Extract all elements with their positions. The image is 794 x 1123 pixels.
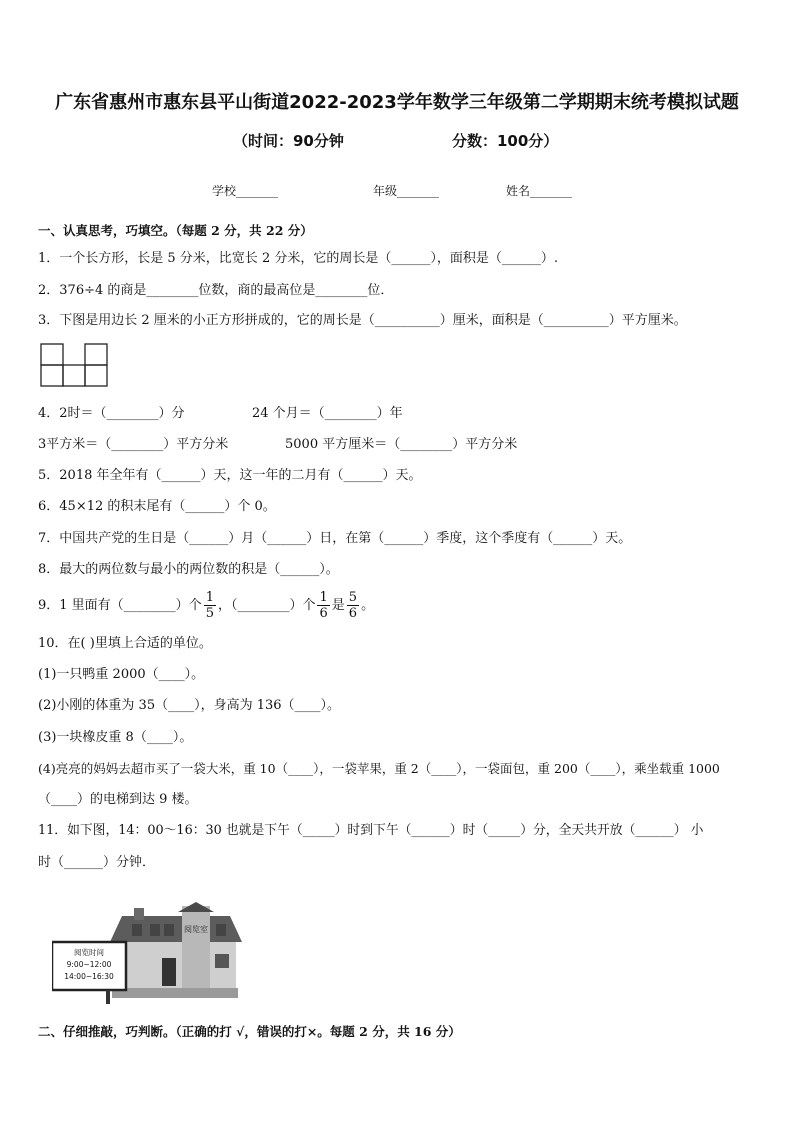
name-field[interactable]: 姓名_______	[506, 184, 573, 198]
question-11: 11．如下图，14：00～16：30 也就是下午（_____）时到下午（______）时（_____）分，全天共开放（______） 小	[38, 823, 704, 838]
school-field[interactable]: 学校_______	[212, 184, 279, 198]
fraction-one-fifth: $\frac{1}{5}$	[205, 590, 214, 621]
question-8: 8．最大的两位数与最小的两位数的积是（______）。	[38, 562, 339, 577]
question-9	[38, 590, 374, 621]
question-11-cont: 时（______）分钟．	[38, 855, 156, 870]
question-10-2: (2)小刚的体重为 35（____），身高为 136（____）。	[38, 698, 341, 713]
library-illustration	[52, 902, 242, 1006]
question-4c: 3平方米＝（________）平方分米	[38, 437, 229, 452]
sign-title: 阅览时间	[74, 948, 104, 957]
q9-text-2: ，（________）个	[217, 598, 316, 613]
exam-meta	[0, 130, 794, 152]
reading-room-label: 阅览室	[184, 925, 208, 934]
question-10: 10．在( )里填上合适的单位。	[38, 636, 212, 651]
question-7: 7．中国共产党的生日是（______）月（______）日，在第（______）季度，这个季度有（______）天。	[38, 531, 632, 546]
q9-text-1: 9．1 里面有（________）个	[38, 598, 202, 613]
sign-time-afternoon: 14:00~16:30	[64, 972, 114, 981]
exam-time: （时间：90分钟	[233, 132, 344, 150]
fraction-one-sixth: $\frac{1}{6}$	[319, 590, 328, 621]
section-1-heading: 一、认真思考，巧填空。（每题 2 分，共 22 分）	[38, 223, 313, 238]
q9-text-4: 。	[361, 598, 375, 613]
section-2-heading: 二、仔细推敲，巧判断。（正确的打 √，错误的打×。每题 2 分，共 16 分）	[38, 1024, 461, 1039]
question-6: 6．45×12 的积末尾有（______）个 0。	[38, 499, 276, 514]
question-5: 5．2018 年全年有（______）天，这一年的二月有（______）天。	[38, 468, 422, 483]
sign-time-morning: 9:00~12:00	[66, 960, 112, 969]
fraction-five-sixths: $\frac{5}{6}$	[348, 590, 358, 621]
grade-field[interactable]: 年级_______	[373, 184, 440, 198]
question-4d: 5000 平方厘米＝（________）平方分米	[285, 437, 518, 452]
question-10-4: (4)亮亮的妈妈去超市买了一袋大米，重 10（____），一袋苹果，重 2（____），一袋面包，重 200（____），乘坐载重 1000	[38, 761, 720, 776]
question-10-4-cont: （____）的电梯到达 9 楼。	[38, 792, 198, 807]
question-3: 3．下图是用边长 2 厘米的小正方形拼成的，它的周长是（__________）厘米，面积是（__________）平方厘米。	[38, 313, 687, 328]
question-10-1: (1)一只鸭重 2000（____）。	[38, 667, 205, 682]
question-4b: 24 个月＝（________）年	[252, 406, 403, 421]
question-4a: 4．2时＝（________）分	[38, 406, 185, 421]
question-2: 2．376÷4 的商是________位数，商的最高位是________位．	[38, 283, 394, 298]
question-1: 1．一个长方形，长是 5 分米，比宽长 2 分米，它的周长是（______），面积是（______）.	[38, 251, 558, 266]
square-figure	[40, 343, 108, 387]
question-10-3: (3)一块橡皮重 8（____）。	[38, 730, 193, 745]
exam-score: 分数：100分）	[452, 132, 559, 150]
page-title: 广东省惠州市惠东县平山街道2022-2023学年数学三年级第二学期期末统考模拟试题	[55, 92, 739, 113]
q9-text-3: 是	[331, 598, 345, 613]
